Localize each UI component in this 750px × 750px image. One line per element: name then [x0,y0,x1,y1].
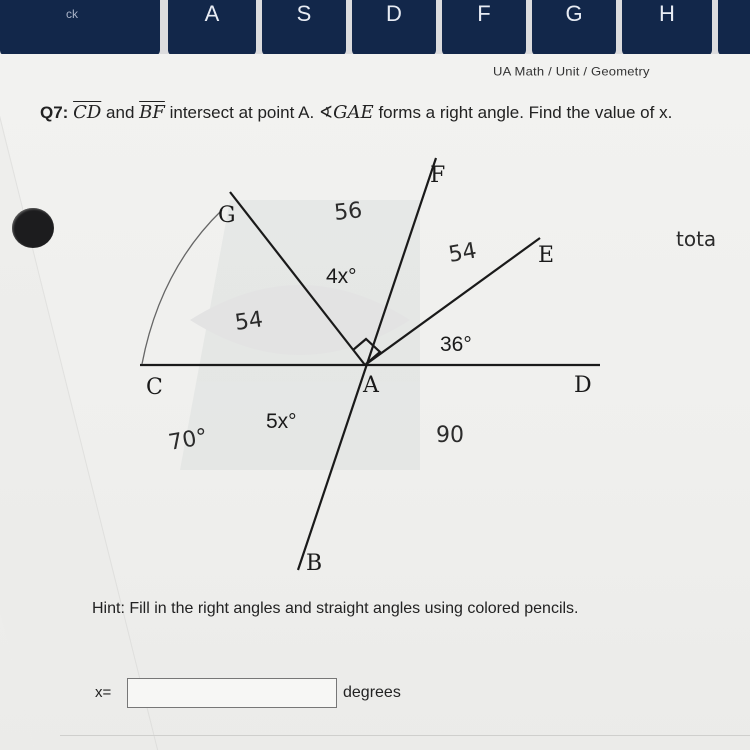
key-label: H [659,1,675,26]
segment-bf: $\overline{BF}$ [139,102,165,123]
hint-text: Hint: Fill in the right angles and straight angles using colored pencils. [92,600,579,617]
key-label: G [565,1,583,26]
angle-label-cab: 5x° [266,410,297,433]
answer-input[interactable] [127,678,337,708]
question-number: Q7: [40,103,69,122]
handwritten-cab: 70° [166,424,210,456]
key-label: D [386,1,402,26]
handwritten-fae: 54 [446,238,479,268]
question-text-1: intersect at point A. [169,103,315,122]
point-label-d: D [574,373,592,398]
point-label-g: G [218,203,236,228]
handwritten-dab: 90 [436,423,464,448]
angle-label-ead: 36° [440,333,472,356]
question-text-2: forms a right angle. Find the value of x. [378,103,673,122]
angle-symbol: ∢ [318,103,334,122]
answer-label: x= [95,684,112,701]
angle-gae-name: GAE [333,102,374,123]
handwritten-margin: tota [676,227,717,251]
point-label-e: E [538,243,555,268]
key-label: S [296,1,312,26]
point-label-f: F [430,163,446,188]
worksheet-header: UA Math / Unit / Geometry [493,64,650,79]
bottom-divider [60,735,750,736]
handwritten-cag: 54 [233,307,265,336]
angle-label-gaf: 4x° [326,265,357,288]
question-and: and [106,103,135,122]
answer-unit: degrees [343,684,401,701]
handwritten-gaf: 56 [333,198,364,226]
key-label: A [204,1,220,26]
segment-cd: $\overline{CD}$ [73,102,102,123]
point-label-c: C [146,375,163,400]
point-label-b: B [306,551,323,576]
key-label: F [477,1,491,26]
faint-background-figure [180,200,420,470]
key-label: ck [66,7,78,21]
point-label-a: A [363,373,379,398]
